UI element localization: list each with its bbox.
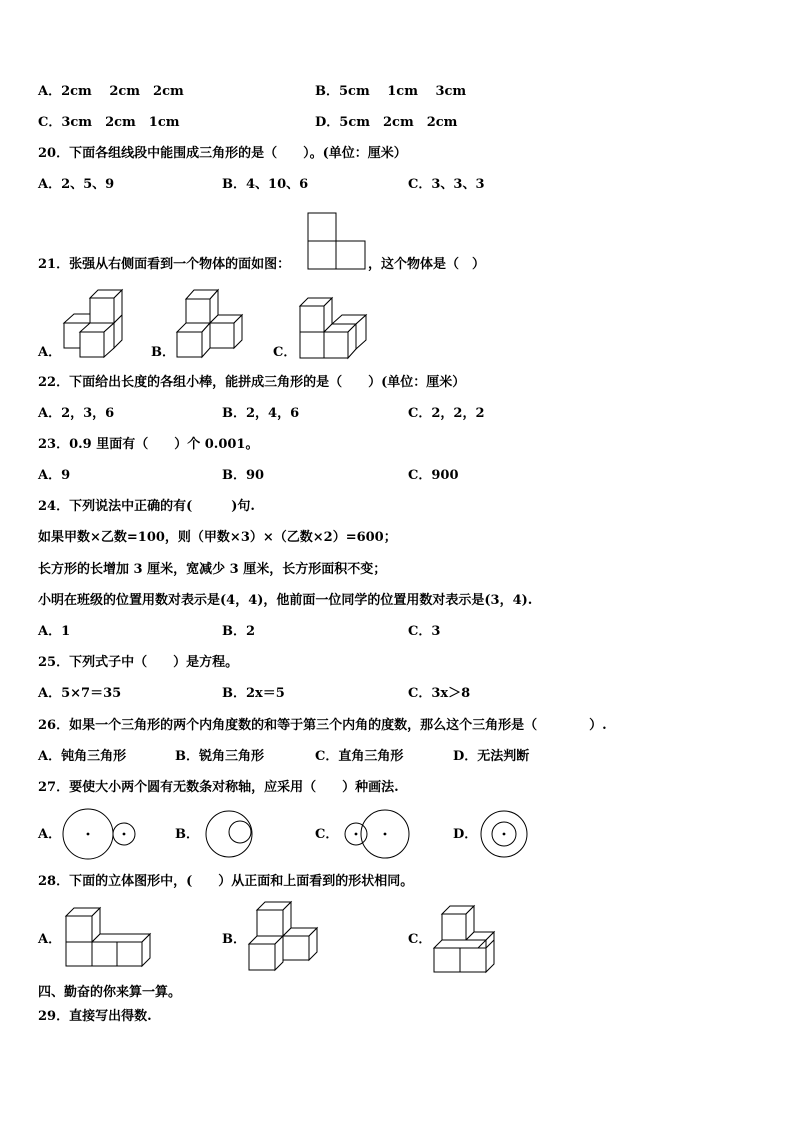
q23-option-a: A．9 [38, 468, 71, 483]
q21-option-b: B． [151, 345, 175, 360]
q22-option-b: B．2，4，6 [222, 406, 300, 421]
q24-option-c: C．3 [408, 624, 441, 639]
q27-option-d: D． [453, 827, 478, 842]
q27-option-c-circles-figure [340, 808, 412, 862]
q22-question: 22．下面给出长度的各组小棒，能拼成三角形的是（ ）(单位：厘米） [38, 375, 466, 390]
q28-option-c-cubes-figure [432, 904, 498, 974]
section-4-heading: 四、勤奋的你来算一算。 [38, 985, 182, 1000]
q23-option-c: C．900 [408, 468, 459, 483]
q26-option-d: D．无法判断 [453, 749, 530, 764]
q19-option-a: A．2cm 2cm 2cm [38, 84, 184, 99]
q19-option-d: D．5cm 2cm 2cm [315, 115, 458, 130]
q24-question: 24．下列说法中正确的有( )句. [38, 499, 255, 514]
q21-question-pre: 21．张强从右侧面看到一个物体的面如图： [38, 257, 291, 272]
q21-question-post: ，这个物体是（ ） [368, 257, 486, 272]
q26-option-a: A．钝角三角形 [38, 749, 127, 764]
q21-option-c-cubes-figure [298, 297, 370, 359]
q28-question: 28．下面的立体图形中，( ）从正面和上面看到的形状相同。 [38, 874, 414, 889]
q24-statement-1: 如果甲数×乙数=100，则（甲数×3）×（乙数×2）=600； [38, 530, 397, 545]
q22-option-c: C．2，2，2 [408, 406, 485, 421]
q29-question: 29．直接写出得数. [38, 1009, 152, 1024]
q21-side-view-figure [307, 212, 367, 270]
q20-option-c: C．3、3、3 [408, 177, 485, 192]
q27-option-b-circles-figure [205, 808, 255, 862]
q28-option-b: B． [222, 932, 246, 947]
q24-option-b: B．2 [222, 624, 256, 639]
q27-option-a-circles-figure [60, 808, 140, 862]
q26-question: 26．如果一个三角形的两个内角度数的和等于第三个内角的度数，那么这个三角形是（ ）. [38, 718, 607, 733]
q27-option-b: B． [175, 827, 199, 842]
q27-option-d-circles-figure [480, 808, 530, 862]
q19-option-b: B．5cm 1cm 3cm [315, 84, 467, 99]
q28-option-c: C． [408, 932, 432, 947]
q24-statement-3: 小明在班级的位置用数对表示是(4，4)，他前面一位同学的位置用数对表示是(3，4). [38, 593, 533, 608]
q27-question: 27．要使大小两个圆有无数条对称轴，应采用（ ）种画法. [38, 780, 399, 795]
q23-question: 23．0.9 里面有（ ）个 0.001。 [38, 437, 259, 452]
q25-option-b: B．2x＝5 [222, 686, 285, 701]
q25-option-a: A．5×7＝35 [38, 686, 122, 701]
q19-option-c: C．3cm 2cm 1cm [38, 115, 180, 130]
q28-option-a: A． [38, 932, 62, 947]
q25-question: 25．下列式子中（ ）是方程。 [38, 655, 239, 670]
q28-option-b-cubes-figure [247, 900, 319, 972]
q26-option-c: C．直角三角形 [315, 749, 404, 764]
q21-option-b-cubes-figure [176, 290, 246, 358]
q21-option-c: C． [273, 345, 297, 360]
q26-option-b: B．锐角三角形 [175, 749, 264, 764]
q24-option-a: A．1 [38, 624, 71, 639]
q27-option-c: C． [315, 827, 339, 842]
q27-option-a: A． [38, 827, 62, 842]
q23-option-b: B．90 [222, 468, 265, 483]
q24-statement-2: 长方形的长增加 3 厘米，宽减少 3 厘米，长方形面积不变； [38, 562, 387, 577]
q20-option-a: A．2、5、9 [38, 177, 115, 192]
q25-option-c: C．3x＞8 [408, 686, 471, 701]
q22-option-a: A．2，3，6 [38, 406, 115, 421]
q20-option-b: B．4、10、6 [222, 177, 309, 192]
q21-option-a: A． [38, 345, 62, 360]
q20-question: 20．下面各组线段中能围成三角形的是（ ）。(单位：厘米） [38, 146, 407, 161]
q21-option-a-cubes-figure [62, 290, 126, 358]
q28-option-a-cubes-figure [64, 906, 154, 968]
